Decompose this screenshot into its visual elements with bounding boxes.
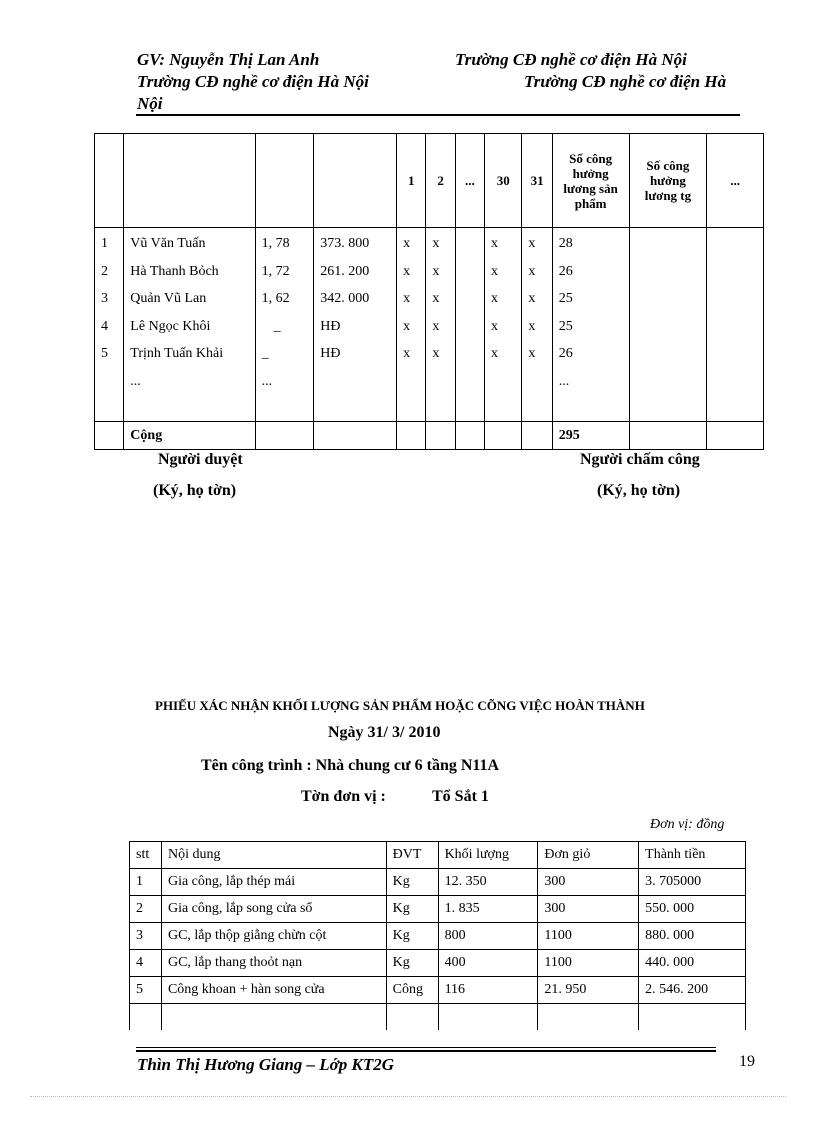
- day-1-column: x x x x x: [397, 228, 426, 422]
- timekeeper-sub: (Ký, họ tờn): [597, 482, 681, 499]
- unit-label: Tờn đơn vị :: [301, 788, 386, 805]
- footer-author: Thìn Thị Hương Giang – Lớp KT2G: [137, 1055, 395, 1074]
- currency-unit: Đơn vị: đồng: [650, 817, 725, 832]
- total-label: Cộng: [124, 422, 255, 450]
- col-day-30: 30: [485, 134, 522, 228]
- th-stt: stt: [130, 842, 162, 869]
- page-bottom-border: [30, 1096, 786, 1097]
- col-day-1: 1: [397, 134, 426, 228]
- page-number: 19: [739, 1053, 755, 1070]
- salary-column: 373. 800 261. 200 342. 000 HĐ HĐ: [314, 228, 397, 422]
- header-rule: [136, 114, 740, 116]
- header-school-3: Trường CĐ nghề cơ điện Hà: [524, 72, 727, 91]
- col-more: ...: [707, 134, 764, 228]
- timekeeper-title: Người chấm công: [580, 451, 700, 468]
- day-dots-column: [455, 228, 484, 422]
- attendance-body: [95, 228, 764, 422]
- table-row: 2 Gia công, lắp song cửa sổ Kg 1. 835 300 550. 000: [130, 896, 746, 923]
- volume-header-row: [130, 842, 746, 869]
- th-amount: Thành tiền: [639, 842, 746, 869]
- col-day-dots: ...: [455, 134, 484, 228]
- col-name: [124, 134, 255, 228]
- th-content: Nội dung: [161, 842, 386, 869]
- col-time-days: Số công hưởng lương tg: [629, 134, 707, 228]
- name-column: Vũ Văn Tuấn Hà Thanh Bỏch Quản Vũ Lan Lê Ngọc Khôi Trịnh Tuấn Khải ...: [124, 228, 255, 422]
- attendance-table: [94, 133, 764, 450]
- unit-value: Tổ Sắt 1: [432, 788, 489, 805]
- header-school-1: Trường CĐ nghề cơ điện Hà Nội: [455, 50, 687, 69]
- table-row: 1 Gia công, lắp thép mái Kg 12. 350 300 3. 705000: [130, 869, 746, 896]
- day-31-column: x x x x x: [522, 228, 552, 422]
- coef-column: 1, 78 1, 72 1, 62 _ _ ...: [255, 228, 314, 422]
- footer-rule-2: [136, 1050, 716, 1052]
- th-price: Đơn giỏ: [538, 842, 639, 869]
- th-unit: ĐVT: [386, 842, 438, 869]
- header-school-2: Trường CĐ nghề cơ điện Hà Nội: [137, 72, 369, 91]
- th-quantity: Khối lượng: [438, 842, 538, 869]
- col-salary: [314, 134, 397, 228]
- product-days-column: 28 26 25 25 26 ...: [552, 228, 629, 422]
- col-product-days: Số công hưởng lương sản phẩm: [552, 134, 629, 228]
- approver-sub: (Ký, họ tờn): [153, 482, 237, 499]
- header-school-3-cont: Nội: [137, 94, 163, 113]
- col-day-31: 31: [522, 134, 552, 228]
- footer-rule-1: [136, 1047, 716, 1048]
- col-coef: [255, 134, 314, 228]
- project-name: Tên công trình : Nhà chung cư 6 tầng N11A: [201, 757, 500, 774]
- approver-title: Người duyệt: [158, 451, 243, 468]
- total-value: 295: [552, 422, 629, 450]
- volume-table: [129, 841, 746, 1030]
- table-row: 3 GC, lắp thộp giằng chừn cột Kg 800 1100 880. 000: [130, 923, 746, 950]
- total-row: [95, 422, 764, 450]
- header-teacher: GV: Nguyễn Thị Lan Anh: [137, 50, 320, 69]
- time-days-column: [629, 228, 707, 422]
- attendance-header-row: [95, 134, 764, 228]
- form-date: Ngày 31/ 3/ 2010: [328, 724, 441, 741]
- table-row: 4 GC, lắp thang thoỏt nạn Kg 400 1100 440. 000: [130, 950, 746, 977]
- more-column: [707, 228, 764, 422]
- day-2-column: x x x x x: [426, 228, 455, 422]
- col-stt: [95, 134, 124, 228]
- table-row: 5 Công khoan + hàn song cửa Công 116 21. 950 2. 546. 200: [130, 977, 746, 1004]
- table-row-continuation: [130, 1004, 746, 1031]
- stt-column: 1 2 3 4 5: [95, 228, 124, 422]
- col-day-2: 2: [426, 134, 455, 228]
- form-title: PHIẾU XÁC NHẬN KHỐI LƯỢNG SẢN PHẨM HOẶC CÕNG VIỆC HOÀN THÀNH: [155, 698, 645, 713]
- day-30-column: x x x x x: [485, 228, 522, 422]
